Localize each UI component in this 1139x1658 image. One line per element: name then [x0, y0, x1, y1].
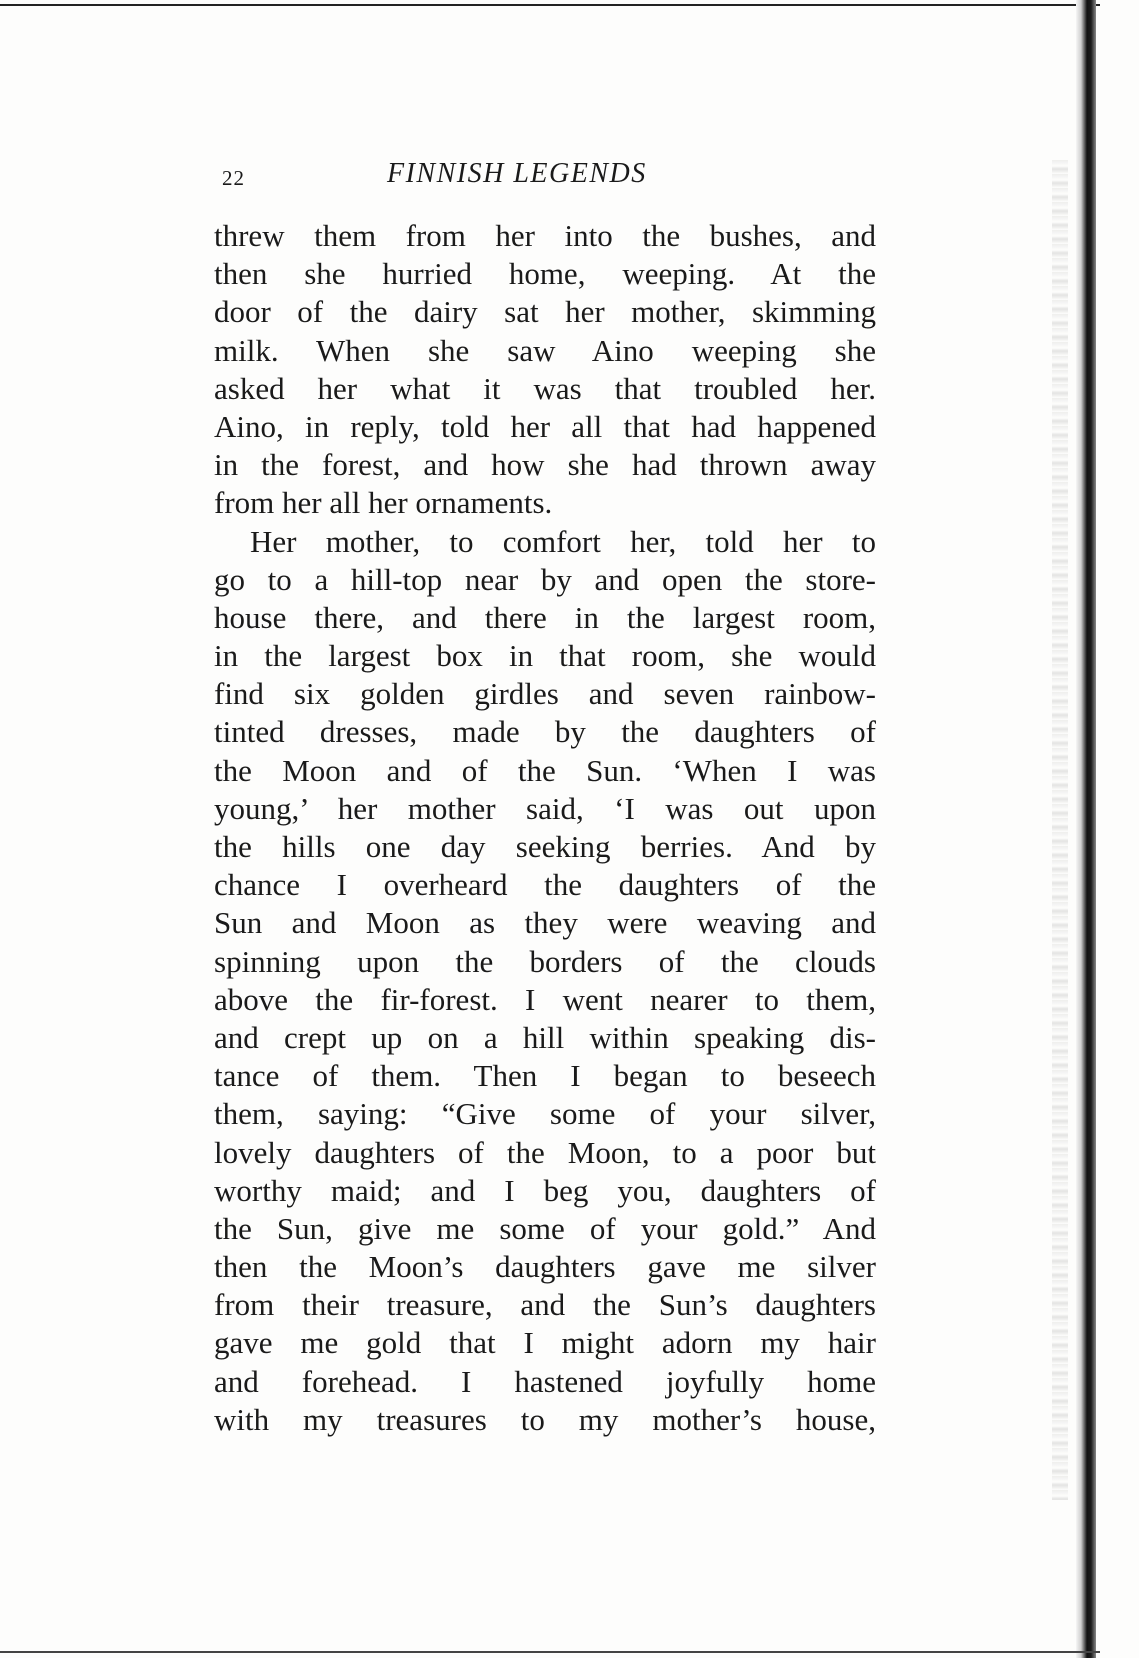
- text-line: house there, and there in the largest room,: [214, 599, 876, 635]
- book-title: FINNISH LEGENDS: [387, 158, 647, 189]
- text-line: tance of them. Then I began to beseech: [214, 1058, 876, 1094]
- text-line: the Sun, give me some of your gold.” And: [214, 1210, 876, 1246]
- text-line: worthy maid; and I beg you, daughters of: [214, 1172, 876, 1208]
- text-line: above the fir-forest. I went nearer to them,: [214, 981, 876, 1017]
- text-line: Sun and Moon as they were weaving and: [214, 905, 876, 941]
- running-head: [222, 158, 922, 198]
- text-line: from their treasure, and the Sun’s daughters: [214, 1287, 876, 1323]
- text-line: Her mother, to comfort her, told her to: [250, 523, 876, 559]
- text-line: then the Moon’s daughters gave me silver: [214, 1249, 876, 1285]
- text-line: gave me gold that I might adorn my hair: [214, 1325, 876, 1361]
- body-text: [214, 217, 876, 1439]
- text-line: spinning upon the borders of the clouds: [214, 943, 876, 979]
- text-line: tinted dresses, made by the daughters of: [214, 714, 876, 750]
- text-line: then she hurried home, weeping. At the: [214, 256, 876, 292]
- text-line: Aino, in reply, told her all that had happened: [214, 408, 876, 444]
- text-line: go to a hill-top near by and open the store-: [214, 561, 876, 597]
- page-number: 22: [222, 166, 245, 190]
- text-line: door of the dairy sat her mother, skimming: [214, 294, 876, 330]
- book-spine-shadow: [1076, 0, 1096, 1658]
- text-line: lovely daughters of the Moon, to a poor but: [214, 1134, 876, 1170]
- text-line: them, saying: “Give some of your silver,: [214, 1096, 876, 1132]
- text-line: the hills one day seeking berries. And by: [214, 829, 876, 864]
- text-line: milk. When she saw Aino weeping she: [214, 332, 876, 368]
- text-line: asked her what it was that troubled her.: [214, 370, 876, 406]
- text-line: and crept up on a hill within speaking dis-: [214, 1019, 876, 1055]
- text-line: the Moon and of the Sun. ‘When I was: [214, 752, 876, 788]
- bottom-rule: [0, 1651, 1100, 1653]
- text-line: and forehead. I hastened joyfully home: [214, 1363, 876, 1399]
- text-line: threw them from her into the bushes, and: [214, 218, 876, 253]
- text-line: find six golden girdles and seven rainbow-: [214, 676, 876, 712]
- text-line: young,’ her mother said, ‘I was out upon: [214, 790, 876, 826]
- top-rule: [0, 4, 1100, 6]
- page-edge-shadow: [1052, 160, 1068, 1500]
- text-line: from her all her ornaments.: [214, 485, 553, 521]
- text-line: in the forest, and how she had thrown away: [214, 447, 876, 483]
- text-line: with my treasures to my mother’s house,: [214, 1401, 876, 1437]
- text-line: chance I overheard the daughters of the: [214, 867, 876, 903]
- text-line: in the largest box in that room, she would: [214, 638, 876, 674]
